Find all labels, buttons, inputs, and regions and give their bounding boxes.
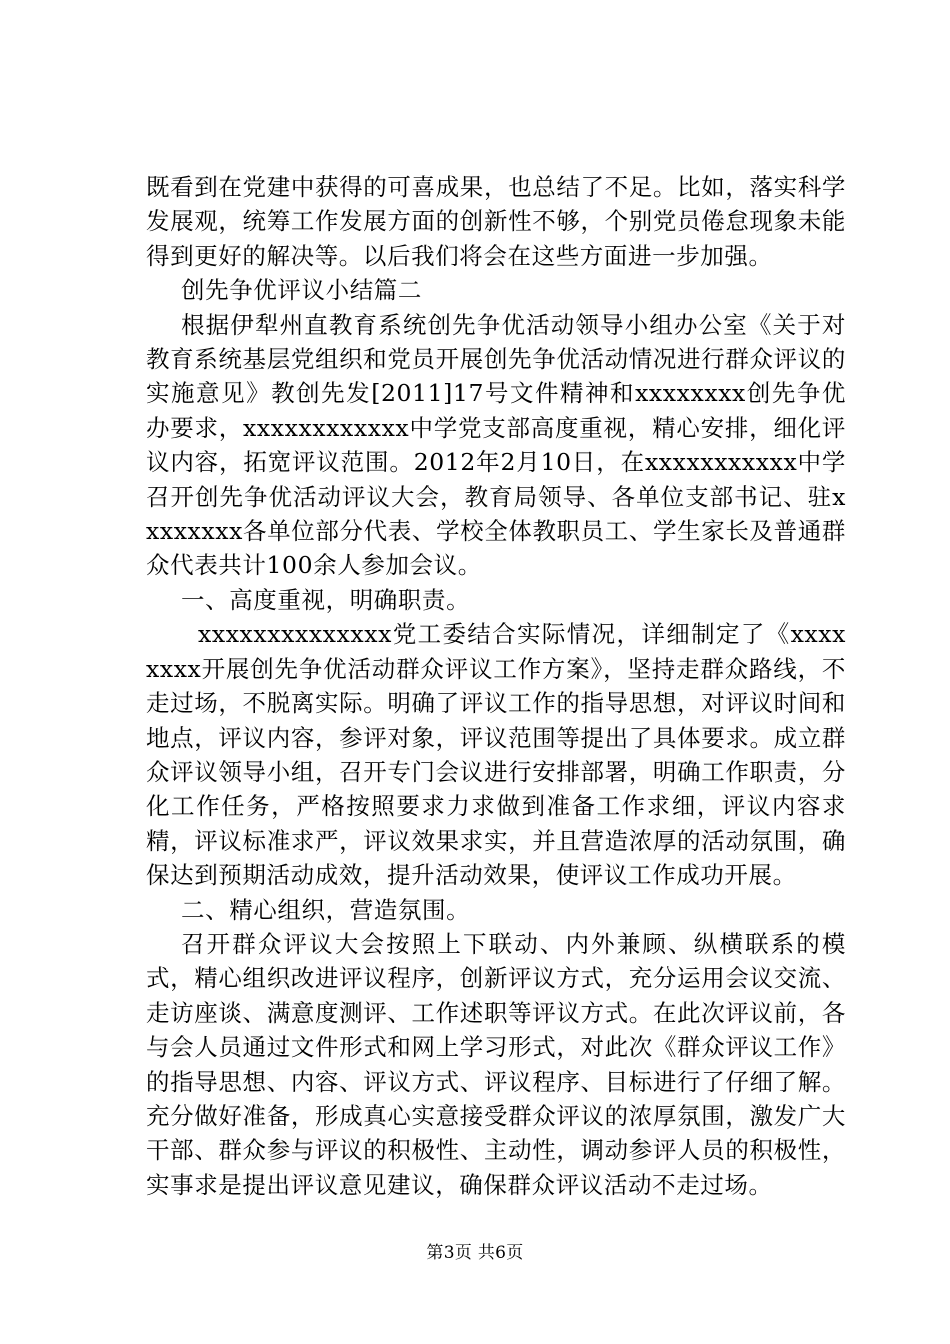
section-title: 创先争优评议小结篇二: [181, 276, 422, 305]
paragraph-intro: 根据伊犁州直教育系统创先争优活动领导小组办公室《关于对教育系统基层党组织和党员开展创先争优活动情况进行群众评议的实施意见》教创先发[2011]17号文件精神和xxxxxxxx创先争优办要求，xxxxxxxxxxxx中学党支部高度重视，精心安排，细化评议内容，拓宽评议范围。2012年2月10日，在xxxxxxxxxxx中学召开创先争优活动评议大会，教育局领导、各单位支部书记、驻xxxxxxxx各单位部分代表、学校全体教职员工、学生家长及普通群众代表共计100余人参加会议。: [146, 310, 846, 580]
page-number-footer: 第3页 共6页: [426, 1243, 524, 1263]
paragraph-continuation: 既看到在党建中获得的可喜成果，也总结了不足。比如，落实科学发展观，统筹工作发展方面的创新性不够，个别党员倦怠现象未能得到更好的解决等。以后我们将会在这些方面进一步加强。: [146, 173, 846, 270]
heading-one: 一、高度重视，明确职责。: [181, 585, 471, 614]
heading-two: 二、精心组织，营造氛围。: [181, 895, 471, 924]
paragraph-section-one: xxxxxxxxxxxxxx党工委结合实际情况，详细制定了《xxxxxxxx开展创先争优活动群众评议工作方案》，坚持走群众路线，不走过场，不脱离实际。明确了评议工作的指导思想，对评议时间和地点，评议内容，参评对象，评议范围等提出了具体要求。成立群众评议领导小组，召开专门会议进行安排部署，明确工作职责，分化工作任务，严格按照要求力求做到准备工作求细，评议内容求精，评议标准求严，评议效果求实，并且营造浓厚的活动氛围，确保达到预期活动成效，提升活动效果，使评议工作成功开展。: [146, 620, 846, 890]
document-body: [146, 170, 846, 1202]
paragraph-section-two: 召开群众评议大会按照上下联动、内外兼顾、纵横联系的模式，精心组织改进评议程序，创新评议方式，充分运用会议交流、走访座谈、满意度测评、工作述职等评议方式。在此次评议前，各与会人员通过文件形式和网上学习形式，对此次《群众评议工作》的指导思想、内容、评议方式、评议程序、目标进行了仔细了解。充分做好准备，形成真心实意接受群众评议的浓厚氛围，激发广大干部、群众参与评议的积极性、主动性，调动参评人员的积极性，实事求是提出评议意见建议，确保群众评议活动不走过场。: [146, 929, 846, 1199]
